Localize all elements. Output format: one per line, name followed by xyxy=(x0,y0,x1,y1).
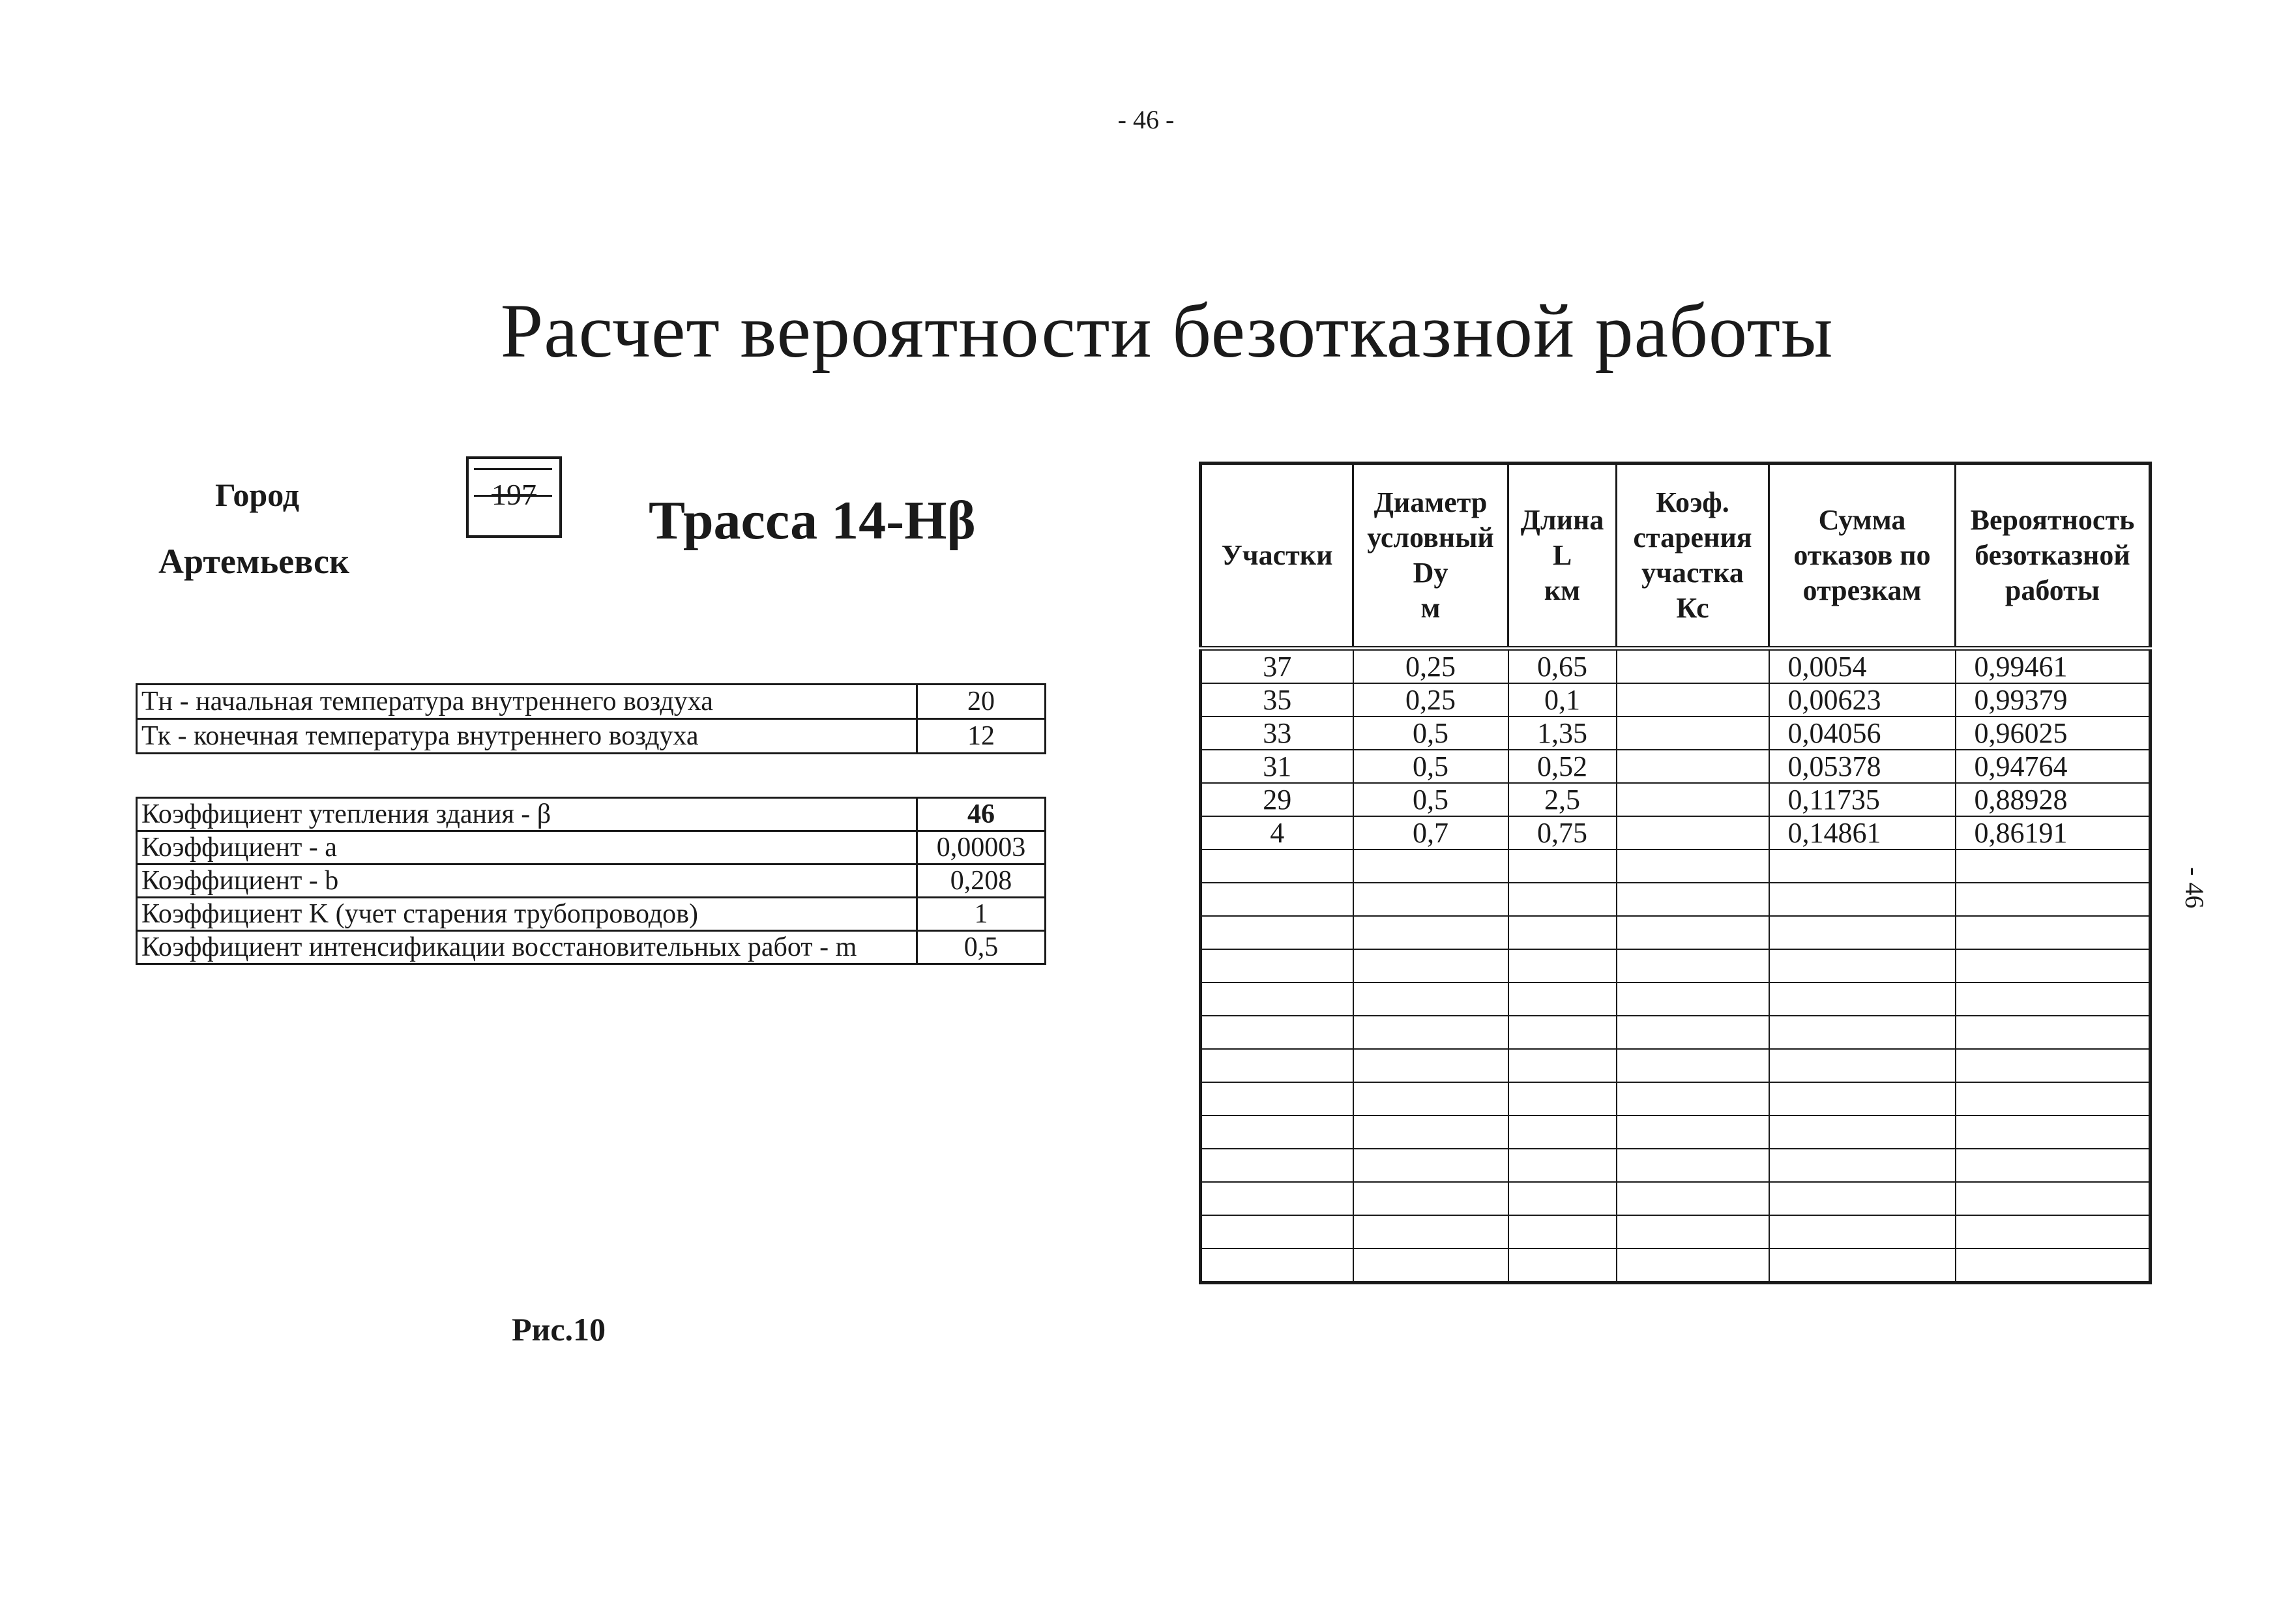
cell-length xyxy=(1508,1149,1617,1182)
table-row xyxy=(1201,1049,2151,1082)
cell-failures: 0,05378 xyxy=(1769,750,1956,783)
header-diameter: Диаметр условный Dу м xyxy=(1353,464,1508,649)
cell-section xyxy=(1201,883,1353,916)
cell-aging xyxy=(1617,716,1769,750)
cell-probability: 0,96025 xyxy=(1956,716,2151,750)
cell-diameter: 0,7 xyxy=(1353,816,1508,849)
cell-length: 2,5 xyxy=(1508,783,1617,816)
cell-probability: 0,99461 xyxy=(1956,649,2151,684)
cell-diameter xyxy=(1353,883,1508,916)
table-row xyxy=(1201,683,2151,716)
cell-section xyxy=(1201,916,1353,949)
cell-aging xyxy=(1617,883,1769,916)
table-row xyxy=(1201,982,2151,1016)
cell-failures xyxy=(1769,1182,1956,1215)
table-row xyxy=(1201,949,2151,982)
cell-failures xyxy=(1769,1082,1956,1115)
table-row xyxy=(137,798,1046,831)
cell-length xyxy=(1508,916,1617,949)
table-row xyxy=(1201,916,2151,949)
table-row xyxy=(1201,716,2151,750)
cell-diameter: 0,25 xyxy=(1353,683,1508,716)
cell-failures: 0,11735 xyxy=(1769,783,1956,816)
cell-probability xyxy=(1956,982,2151,1016)
param-label: Коэффициент интенсификации восстановительных работ - m xyxy=(137,931,917,964)
page-number: - 46 - xyxy=(1117,105,1175,134)
cell-aging xyxy=(1617,1049,1769,1082)
cell-diameter xyxy=(1353,1248,1508,1283)
city-code: 197 xyxy=(492,478,536,511)
cell-aging xyxy=(1617,1182,1769,1215)
cell-diameter xyxy=(1353,916,1508,949)
table-row xyxy=(1201,649,2151,684)
cell-diameter xyxy=(1353,849,1508,883)
cell-diameter: 0,5 xyxy=(1353,750,1508,783)
param-value: 0,5 xyxy=(917,931,1046,964)
cell-aging xyxy=(1617,1215,1769,1248)
table-row xyxy=(1201,1248,2151,1283)
param-label: Коэффициент - b xyxy=(137,864,917,898)
cell-probability xyxy=(1956,1182,2151,1215)
table-row xyxy=(1201,849,2151,883)
cell-aging xyxy=(1617,949,1769,982)
cell-aging xyxy=(1617,1082,1769,1115)
reliability-table xyxy=(1199,462,2152,1284)
cell-section: 33 xyxy=(1201,716,1353,750)
cell-diameter: 0,5 xyxy=(1353,716,1508,750)
cell-probability xyxy=(1956,1215,2151,1248)
cell-section xyxy=(1201,849,1353,883)
table-row xyxy=(1201,1182,2151,1215)
cell-diameter xyxy=(1353,949,1508,982)
cell-diameter xyxy=(1353,1215,1508,1248)
table-row xyxy=(1201,816,2151,849)
header-probability: Вероятность безотказной работы xyxy=(1956,464,2151,649)
table-row xyxy=(1201,1016,2151,1049)
table-row xyxy=(137,931,1046,964)
city-label: Город xyxy=(215,477,300,513)
cell-section xyxy=(1201,1215,1353,1248)
param-value: 46 xyxy=(917,798,1046,831)
header-length: Длина L км xyxy=(1508,464,1617,649)
cell-failures xyxy=(1769,1248,1956,1283)
cell-section xyxy=(1201,1149,1353,1182)
cell-length xyxy=(1508,1115,1617,1149)
cell-aging xyxy=(1617,982,1769,1016)
cell-probability xyxy=(1956,1016,2151,1049)
coefficients-table xyxy=(136,797,1046,965)
cell-aging xyxy=(1617,1115,1769,1149)
cell-section: 35 xyxy=(1201,683,1353,716)
cell-aging xyxy=(1617,1016,1769,1049)
city-name: Артемьевск xyxy=(158,542,350,581)
cell-aging xyxy=(1617,683,1769,716)
cell-diameter xyxy=(1353,1049,1508,1082)
table-row xyxy=(137,685,1046,719)
cell-aging xyxy=(1617,783,1769,816)
cell-section xyxy=(1201,949,1353,982)
cell-length xyxy=(1508,883,1617,916)
cell-diameter xyxy=(1353,1149,1508,1182)
cell-section xyxy=(1201,1049,1353,1082)
table-body xyxy=(1201,649,2151,1283)
cell-probability xyxy=(1956,883,2151,916)
cell-length: 1,35 xyxy=(1508,716,1617,750)
table-row xyxy=(1201,1215,2151,1248)
cell-section: 37 xyxy=(1201,649,1353,684)
cell-failures: 0,0054 xyxy=(1769,649,1956,684)
cell-failures xyxy=(1769,1115,1956,1149)
table-row xyxy=(1201,783,2151,816)
cell-failures xyxy=(1769,1049,1956,1082)
param-value: 12 xyxy=(917,719,1046,754)
cell-probability xyxy=(1956,1248,2151,1283)
cell-probability: 0,99379 xyxy=(1956,683,2151,716)
cell-failures: 0,04056 xyxy=(1769,716,1956,750)
param-label: Коэффициент утепления здания - β xyxy=(137,798,917,831)
param-value: 1 xyxy=(917,898,1046,931)
cell-failures xyxy=(1769,949,1956,982)
cell-length: 0,52 xyxy=(1508,750,1617,783)
table-row xyxy=(1201,1082,2151,1115)
route-title: Трасса 14-Нβ xyxy=(649,490,976,551)
cell-diameter xyxy=(1353,1082,1508,1115)
table-row xyxy=(1201,883,2151,916)
cell-failures xyxy=(1769,916,1956,949)
cell-length xyxy=(1508,1049,1617,1082)
cell-probability xyxy=(1956,849,2151,883)
param-label: Коэффициент K (учет старения трубопроводов) xyxy=(137,898,917,931)
param-label: Тн - начальная температура внутреннего воздуха xyxy=(137,685,917,719)
cell-length xyxy=(1508,1248,1617,1283)
cell-length xyxy=(1508,849,1617,883)
side-page-number: - 46 xyxy=(2180,867,2209,909)
table-row xyxy=(137,864,1046,898)
cell-section xyxy=(1201,982,1353,1016)
figure-caption: Рис.10 xyxy=(512,1311,606,1348)
cell-failures xyxy=(1769,1215,1956,1248)
cell-section xyxy=(1201,1248,1353,1283)
cell-failures xyxy=(1769,1149,1956,1182)
cell-failures xyxy=(1769,1016,1956,1049)
cell-aging xyxy=(1617,849,1769,883)
header-sections: Участки xyxy=(1201,464,1353,649)
param-label: Коэффициент - a xyxy=(137,831,917,864)
cell-diameter xyxy=(1353,1115,1508,1149)
cell-probability xyxy=(1956,1149,2151,1182)
table-row xyxy=(137,898,1046,931)
cell-aging xyxy=(1617,916,1769,949)
cell-probability: 0,94764 xyxy=(1956,750,2151,783)
cell-probability xyxy=(1956,1049,2151,1082)
cell-length: 0,75 xyxy=(1508,816,1617,849)
param-value: 0,00003 xyxy=(917,831,1046,864)
cell-section: 4 xyxy=(1201,816,1353,849)
cell-failures xyxy=(1769,849,1956,883)
cell-diameter xyxy=(1353,1016,1508,1049)
cell-section xyxy=(1201,1115,1353,1149)
page-title: Расчет вероятности безотказной работы xyxy=(500,288,1834,374)
cell-failures xyxy=(1769,883,1956,916)
table-header-row xyxy=(1201,464,2151,649)
header-aging: Коэф. старения участка Кс xyxy=(1617,464,1769,649)
cell-section xyxy=(1201,1016,1353,1049)
cell-probability: 0,86191 xyxy=(1956,816,2151,849)
cell-probability: 0,88928 xyxy=(1956,783,2151,816)
cell-diameter: 0,25 xyxy=(1353,649,1508,684)
cell-aging xyxy=(1617,1248,1769,1283)
cell-diameter xyxy=(1353,982,1508,1016)
cell-length xyxy=(1508,1082,1617,1115)
cell-aging xyxy=(1617,649,1769,684)
cell-section: 29 xyxy=(1201,783,1353,816)
cell-length xyxy=(1508,949,1617,982)
cell-section xyxy=(1201,1082,1353,1115)
cell-length: 0,1 xyxy=(1508,683,1617,716)
table-row xyxy=(1201,1149,2151,1182)
cell-length xyxy=(1508,982,1617,1016)
cell-failures xyxy=(1769,982,1956,1016)
cell-length xyxy=(1508,1215,1617,1248)
cell-length xyxy=(1508,1182,1617,1215)
cell-length xyxy=(1508,1016,1617,1049)
cell-diameter: 0,5 xyxy=(1353,783,1508,816)
cell-length: 0,65 xyxy=(1508,649,1617,684)
cell-probability xyxy=(1956,949,2151,982)
cell-failures: 0,14861 xyxy=(1769,816,1956,849)
cell-probability xyxy=(1956,916,2151,949)
cell-section: 31 xyxy=(1201,750,1353,783)
temperature-table xyxy=(136,683,1046,754)
cell-aging xyxy=(1617,750,1769,783)
table-row xyxy=(137,831,1046,864)
cell-aging xyxy=(1617,1149,1769,1182)
cell-probability xyxy=(1956,1082,2151,1115)
cell-section xyxy=(1201,1182,1353,1215)
cell-probability xyxy=(1956,1115,2151,1149)
table-row xyxy=(1201,750,2151,783)
cell-diameter xyxy=(1353,1182,1508,1215)
param-label: Тк - конечная температура внутреннего воздуха xyxy=(137,719,917,754)
param-value: 0,208 xyxy=(917,864,1046,898)
table-row xyxy=(137,719,1046,754)
param-value: 20 xyxy=(917,685,1046,719)
cell-aging xyxy=(1617,816,1769,849)
header-failures: Сумма отказов по отрезкам xyxy=(1769,464,1956,649)
cell-failures: 0,00623 xyxy=(1769,683,1956,716)
table-row xyxy=(1201,1115,2151,1149)
